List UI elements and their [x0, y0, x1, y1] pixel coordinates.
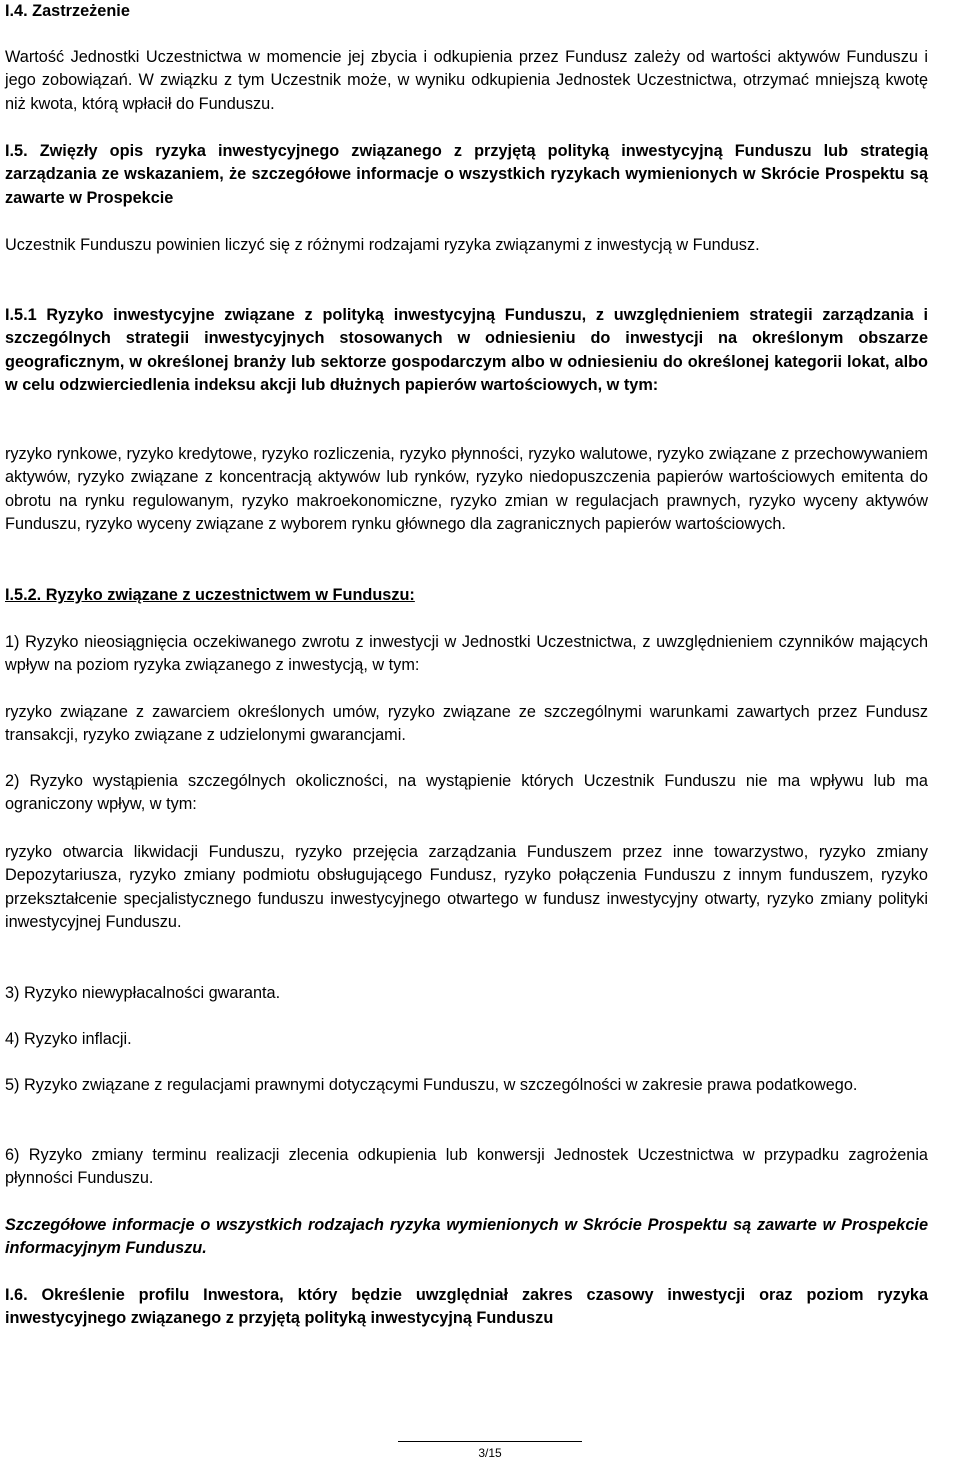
- risk-item-4: 4) Ryzyko inflacji.: [5, 1030, 132, 1048]
- risk-note: Szczegółowe informacje o wszystkich rodzajach ryzyka wymienionych w Skrócie Prospektu są zawarte w Prospekcie informacyjnym Funduszu.: [5, 1216, 928, 1258]
- section-i6-heading: I.6. Określenie profilu Inwestora, który będzie uwzględniał zakres czasowy inwestycji oraz poziom ryzyka inwestycyjnego związanego z przyjętą polityką inwestycyjną Funduszu: [5, 1286, 928, 1328]
- section-i4-text: Wartość Jednostki Uczestnictwa w momencie jej zbycia i odkupienia przez Fundusz zależy od wartości aktywów Funduszu i jego zobowiązań. W związku z tym Uczestnik może, w wyniku odkupienia Jednostek Uczestnictwa, otrzymać mniejszą kwotę niż kwota, którą wpłacił do Funduszu.: [5, 48, 928, 113]
- risk-item-2: 2) Ryzyko wystąpienia szczególnych okoliczności, na wystąpienie których Uczestnik Funduszu nie ma wpływu lub ma ograniczony wpływ, w tym:: [5, 772, 928, 814]
- section-i52-heading: [5, 584, 928, 607]
- page-number: 3/15: [478, 1446, 502, 1460]
- footer-divider: [398, 1441, 582, 1442]
- section-i5-heading: I.5. Zwięzły opis ryzyka inwestycyjnego związanego z przyjętą polityką inwestycyjną Funduszu lub strategią zarządzania ze wskazaniem, że szczegółowe informacje o wszystkich ryzykach wymienionych w Skrócie Prospektu są zawarte w Prospekcie: [5, 142, 928, 207]
- risk-item-2-detail: ryzyko otwarcia likwidacji Funduszu, ryzyko przejęcia zarządzania Funduszem przez inne towarzystwo, ryzyko zmiany Depozytariusza, ryzyko zmiany podmiotu obsługującego Fundusz, ryzyko połączenia Funduszu z innym funduszem, ryzyko przekształcenie specjalistycznego funduszu inwestycyjnego otwartego w fundusz inwestycyjny otwarty, ryzyko zmiany polityki inwestycyjnej Funduszu.: [5, 843, 928, 931]
- section-i52-heading-text: I.5.2. Ryzyko związane z uczestnictwem w Funduszu:: [5, 586, 415, 604]
- section-i5-intro: Uczestnik Funduszu powinien liczyć się z różnymi rodzajami ryzyka związanymi z inwestycją w Fundusz.: [5, 236, 760, 254]
- risk-item-6: 6) Ryzyko zmiany terminu realizacji zlecenia odkupienia lub konwersji Jednostek Uczestnictwa w przypadku zagrożenia płynności Funduszu.: [5, 1146, 928, 1188]
- section-i4-heading: I.4. Zastrzeżenie: [5, 2, 130, 20]
- risk-item-1-detail: ryzyko związane z zawarciem określonych umów, ryzyko związane ze szczególnymi warunkami zawartych przez Fundusz transakcji, ryzyko związane z udzielonymi gwarancjami.: [5, 703, 928, 745]
- risk-item-1: 1) Ryzyko nieosiągnięcia oczekiwanego zwrotu z inwestycji w Jednostki Uczestnictwa, z uwzględnieniem czynników mających wpływ na poziom ryzyka związanego z inwestycją, w tym:: [5, 633, 928, 675]
- section-i51-text: ryzyko rynkowe, ryzyko kredytowe, ryzyko rozliczenia, ryzyko płynności, ryzyko walutowe, ryzyko związane z przechowywaniem aktywów, ryzyko związane z koncentracją aktywów lub rynków, ryzyko niedopuszczenia papierów wartościowych emitenta do obrotu na rynku regulowanym, ryzyko makroekonomiczne, ryzyko zmian w regulacjach prawnych, ryzyko wyceny aktywów Funduszu, ryzyko wyceny związane z wyborem rynku głównego dla zagranicznych papierów wartościowych.: [5, 445, 928, 533]
- section-i51-heading: I.5.1 Ryzyko inwestycyjne związane z polityką inwestycyjną Funduszu, z uwzględnieniem strategii zarządzania i szczególnych strategii inwestycyjnych stosowanych w odniesieniu do inwestycji na określonym obszarze geograficznym, w określonej branży lub sektorze gospodarczym albo w odniesieniu do określonej kategorii lokat, albo w celu odzwierciedlenia indeksu akcji lub dłużnych papierów wartościowych, w tym:: [5, 306, 928, 394]
- risk-item-5: 5) Ryzyko związane z regulacjami prawnymi dotyczącymi Funduszu, w szczególności w zakresie prawa podatkowego.: [5, 1076, 858, 1094]
- risk-item-3: 3) Ryzyko niewypłacalności gwaranta.: [5, 984, 281, 1002]
